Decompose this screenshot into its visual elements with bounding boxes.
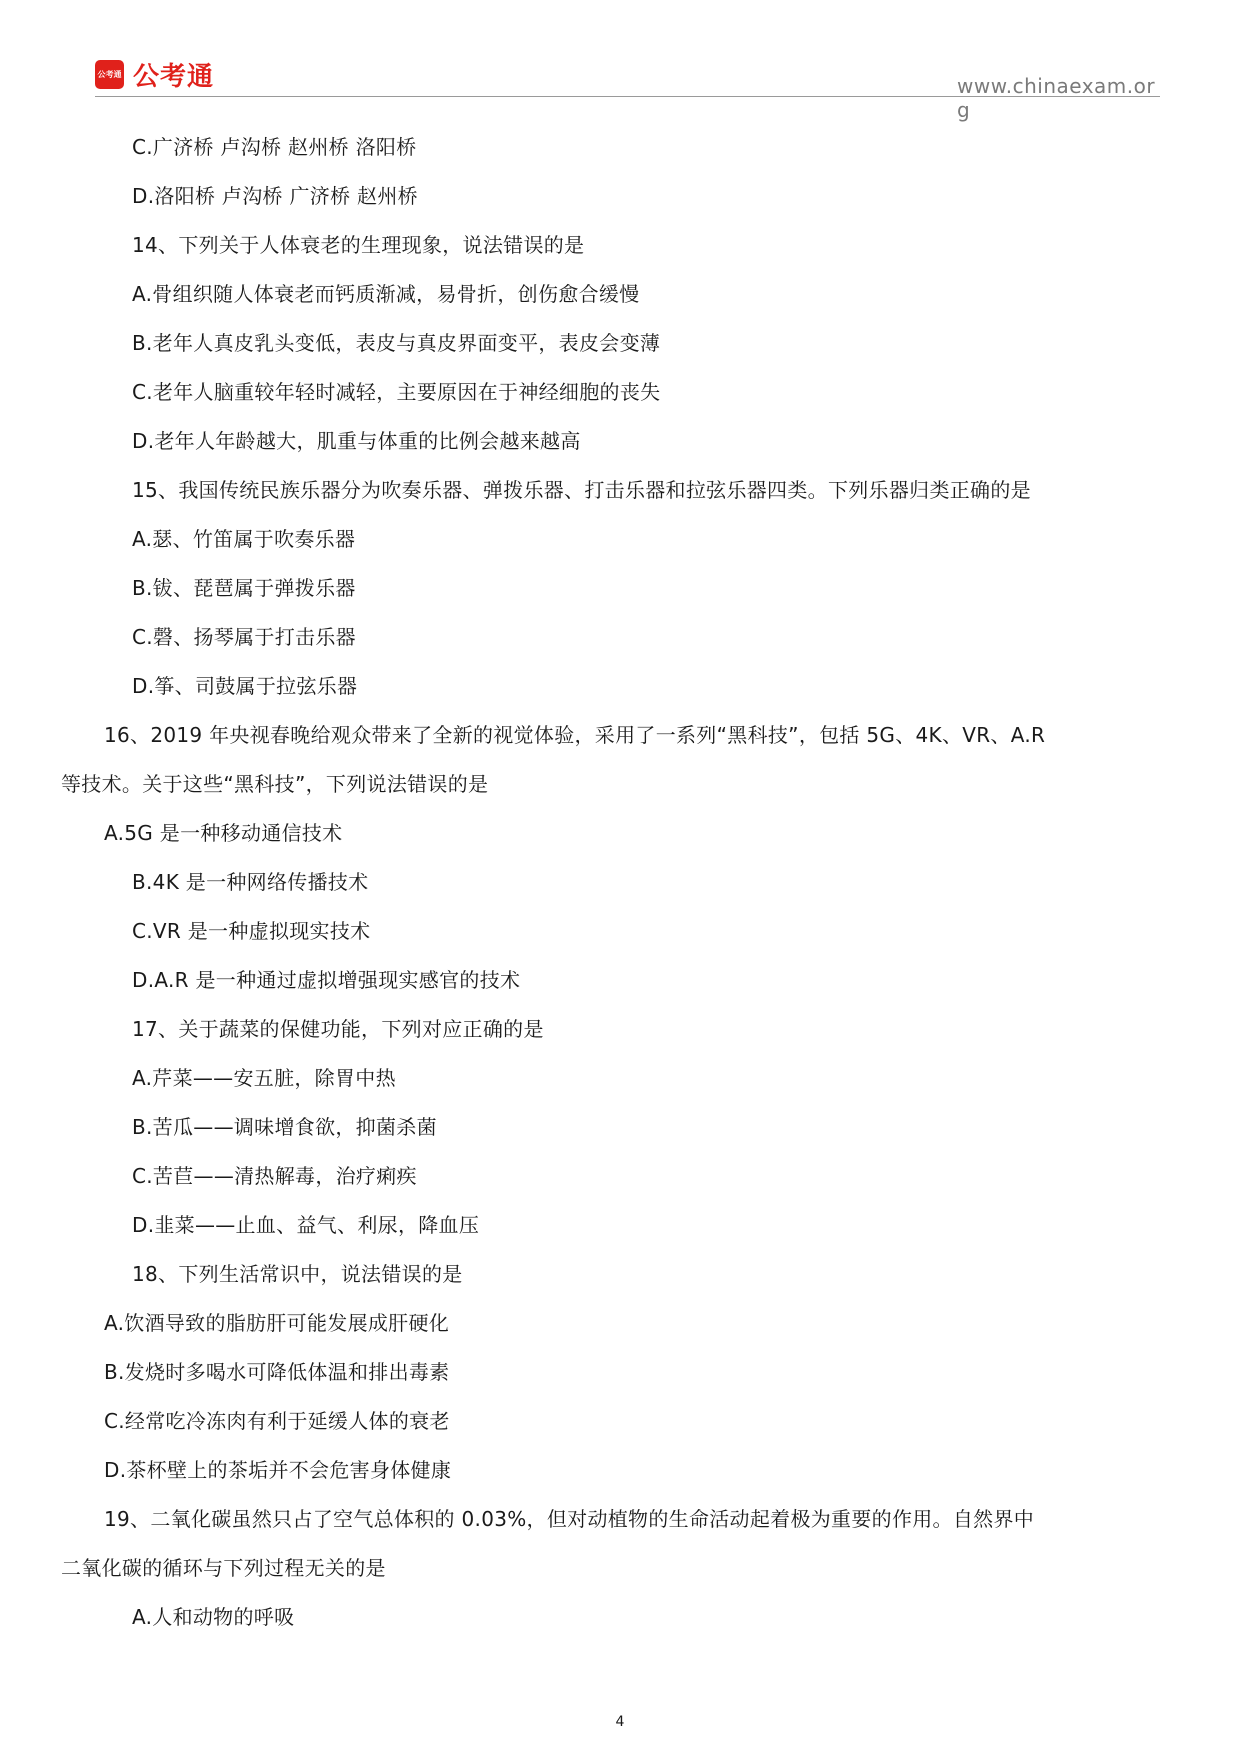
question-line: 等技术。关于这些“黑科技”，下列说法错误的是 — [61, 772, 489, 796]
option-line: C.经常吃冷冻肉有利于延缓人体的衰老 — [104, 1409, 450, 1433]
question-line: 16、2019 年央视春晚给观众带来了全新的视觉体验，采用了一系列“黑科技”，包括 5G、4K、VR、A.R — [104, 723, 1046, 747]
page-number: 4 — [615, 1714, 625, 1730]
question-line: 二氧化碳的循环与下列过程无关的是 — [61, 1556, 386, 1580]
option-line: D.茶杯壁上的茶垢并不会危害身体健康 — [104, 1458, 452, 1482]
option-line: B.发烧时多喝水可降低体温和排出毒素 — [104, 1360, 450, 1384]
page-header — [95, 58, 1160, 122]
option-line: D.老年人年龄越大，肌重与体重的比例会越来越高 — [132, 429, 581, 453]
option-line: B.4K 是一种网络传播技术 — [132, 870, 369, 894]
logo-text: 公考通 — [133, 62, 215, 92]
option-line: D.韭菜——止血、益气、利尿，降血压 — [132, 1213, 480, 1237]
option-line: D.A.R 是一种通过虚拟增强现实感官的技术 — [132, 968, 521, 992]
option-line: C.苦苣——清热解毒，治疗痢疾 — [132, 1164, 417, 1188]
option-line: A.饮酒导致的脂肪肝可能发展成肝硬化 — [104, 1311, 450, 1335]
question-line: 15、我国传统民族乐器分为吹奏乐器、弹拨乐器、打击乐器和拉弦乐器四类。下列乐器归类正确的是 — [132, 478, 1031, 502]
option-line: B.苦瓜——调味增食欲，抑菌杀菌 — [132, 1115, 437, 1139]
option-line: B.钹、琵琶属于弹拨乐器 — [132, 576, 356, 600]
question-line: 14、下列关于人体衰老的生理现象，说法错误的是 — [132, 233, 585, 257]
site-url: www.chinaexam.org — [957, 74, 1156, 122]
option-line: B.老年人真皮乳头变低，表皮与真皮界面变平，表皮会变薄 — [132, 331, 661, 355]
option-line: C.磬、扬琴属于打击乐器 — [132, 625, 356, 649]
option-line: D.筝、司鼓属于拉弦乐器 — [132, 674, 358, 698]
logo-icon — [95, 60, 124, 89]
option-line: A.人和动物的呼吸 — [132, 1605, 295, 1629]
question-line: 18、下列生活常识中，说法错误的是 — [132, 1262, 463, 1286]
option-line: C.VR 是一种虚拟现实技术 — [132, 919, 371, 943]
question-line: 19、二氧化碳虽然只占了空气总体积的 0.03%，但对动植物的生命活动起着极为重要的作用。自然界中 — [104, 1507, 1035, 1531]
option-line: D.洛阳桥 卢沟桥 广济桥 赵州桥 — [132, 184, 418, 208]
option-line: A.骨组织随人体衰老而钙质渐减，易骨折，创伤愈合缓慢 — [132, 282, 640, 306]
header-divider — [95, 96, 1160, 97]
question-line: 17、关于蔬菜的保健功能，下列对应正确的是 — [132, 1017, 544, 1041]
option-line: A.5G 是一种移动通信技术 — [104, 821, 343, 845]
option-line: A.瑟、竹笛属于吹奏乐器 — [132, 527, 356, 551]
option-line: A.芹菜——安五脏，除胃中热 — [132, 1066, 396, 1090]
option-line: C.广济桥 卢沟桥 赵州桥 洛阳桥 — [132, 135, 417, 159]
logo-badge-text: 公考通 — [97, 70, 122, 79]
option-line: C.老年人脑重较年轻时减轻，主要原因在于神经细胞的丧失 — [132, 380, 661, 404]
